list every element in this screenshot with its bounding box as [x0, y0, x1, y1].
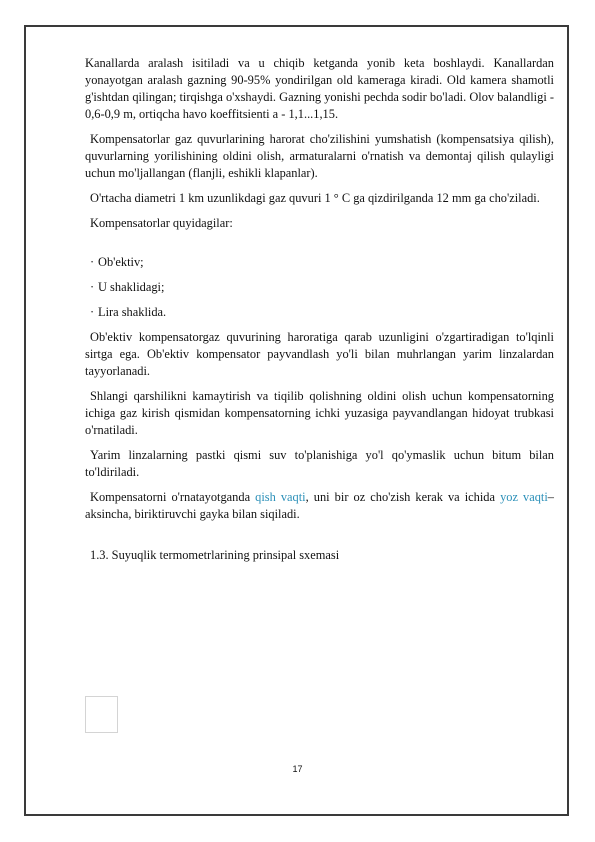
paragraph-installation-seasons	[85, 489, 554, 523]
list-item-label: Ob'ektiv;	[98, 255, 144, 269]
paragraph-elongation: O'rtacha diametri 1 km uzunlikdagi gaz quvuri 1 ° C ga qizdirilganda 12 mm ga cho'ziladi.	[90, 191, 540, 205]
paragraph-compensators-purpose: Kompensatorlar gaz quvurlarining harorat cho'zilishini yumshatish (kompensatsiya qilish), quvurlarning yorilishining oldini olish, armaturalarni o'rnatish va demontaj qilish qulayligi uchun mo'ljallangan (flanjli, eshikli klapanlar).	[85, 132, 554, 180]
document-body	[85, 55, 554, 572]
paragraph-guide-tube: Shlangi qarshilikni kamaytirish va tiqilib qolishning oldini olish uchun kompensatorning ichiga gaz kirish qismidan kompensatorning ichki yuzasiga payvandlangan hidoyat trubkasi o'rnatiladi.	[85, 389, 554, 437]
broken-image-placeholder	[85, 696, 118, 733]
paragraph-bitumen: Yarim linzalarning pastki qismi suv to'planishiga yo'l qo'ymaslik uchun bitum bilan to'ldiriladi.	[85, 448, 554, 479]
text-segment: – aksincha, biriktiruvchi gayka bilan siqiladi.	[85, 490, 554, 521]
list-item-label: U shaklidagi;	[98, 280, 165, 294]
paragraph-compensator-types-intro: Kompensatorlar quyidagilar:	[90, 216, 233, 230]
bullet-icon: ·	[90, 255, 95, 269]
spacer	[85, 240, 554, 254]
spacer	[85, 531, 554, 547]
list-item-lens	[85, 254, 554, 271]
list-item-u-shaped	[85, 279, 554, 296]
paragraph-lens-compensator: Ob'ektiv kompensatorgaz quvurining haroratiga qarab uzunligini o'zgartiradigan to'lqinli sirtga ega. Ob'ektiv kompensator payvandlash yo'li bilan muhrlangan yarim linzalardan tayyorlanadi.	[85, 330, 554, 378]
page-number: 17	[292, 764, 303, 774]
text-segment: , uni bir oz cho'zish kerak va ichida	[305, 490, 501, 504]
text-segment: Kompensatorni o'rnatayotganda	[90, 490, 256, 504]
winter-time-link[interactable]: qish vaqti	[255, 490, 306, 504]
section-heading: 1.3. Suyuqlik termometrlarining prinsipal sxemasi	[90, 548, 340, 562]
list-item-label: Lira shaklida.	[98, 305, 167, 319]
bullet-icon: ·	[90, 280, 95, 294]
bullet-icon: ·	[90, 305, 95, 319]
summer-time-link[interactable]: yoz vaqti	[500, 490, 548, 504]
paragraph-channels: Kanallarda aralash isitiladi va u chiqib ketganda yonib keta boshlaydi. Kanallardan yonayotgan aralash gazning 90-95% yondirilgan old kameraga kiradi. Old kamera shamotli g'ishtdan qilingan; tirqishga o'xshaydi. Gazning yonishi pechda sodir bo'ladi. Olov balandligi - 0,6-0,9 m, ortiqcha havo koeffitsienti a - 1,1...1,15.	[85, 56, 554, 121]
list-item-lyre-shaped	[85, 304, 554, 321]
